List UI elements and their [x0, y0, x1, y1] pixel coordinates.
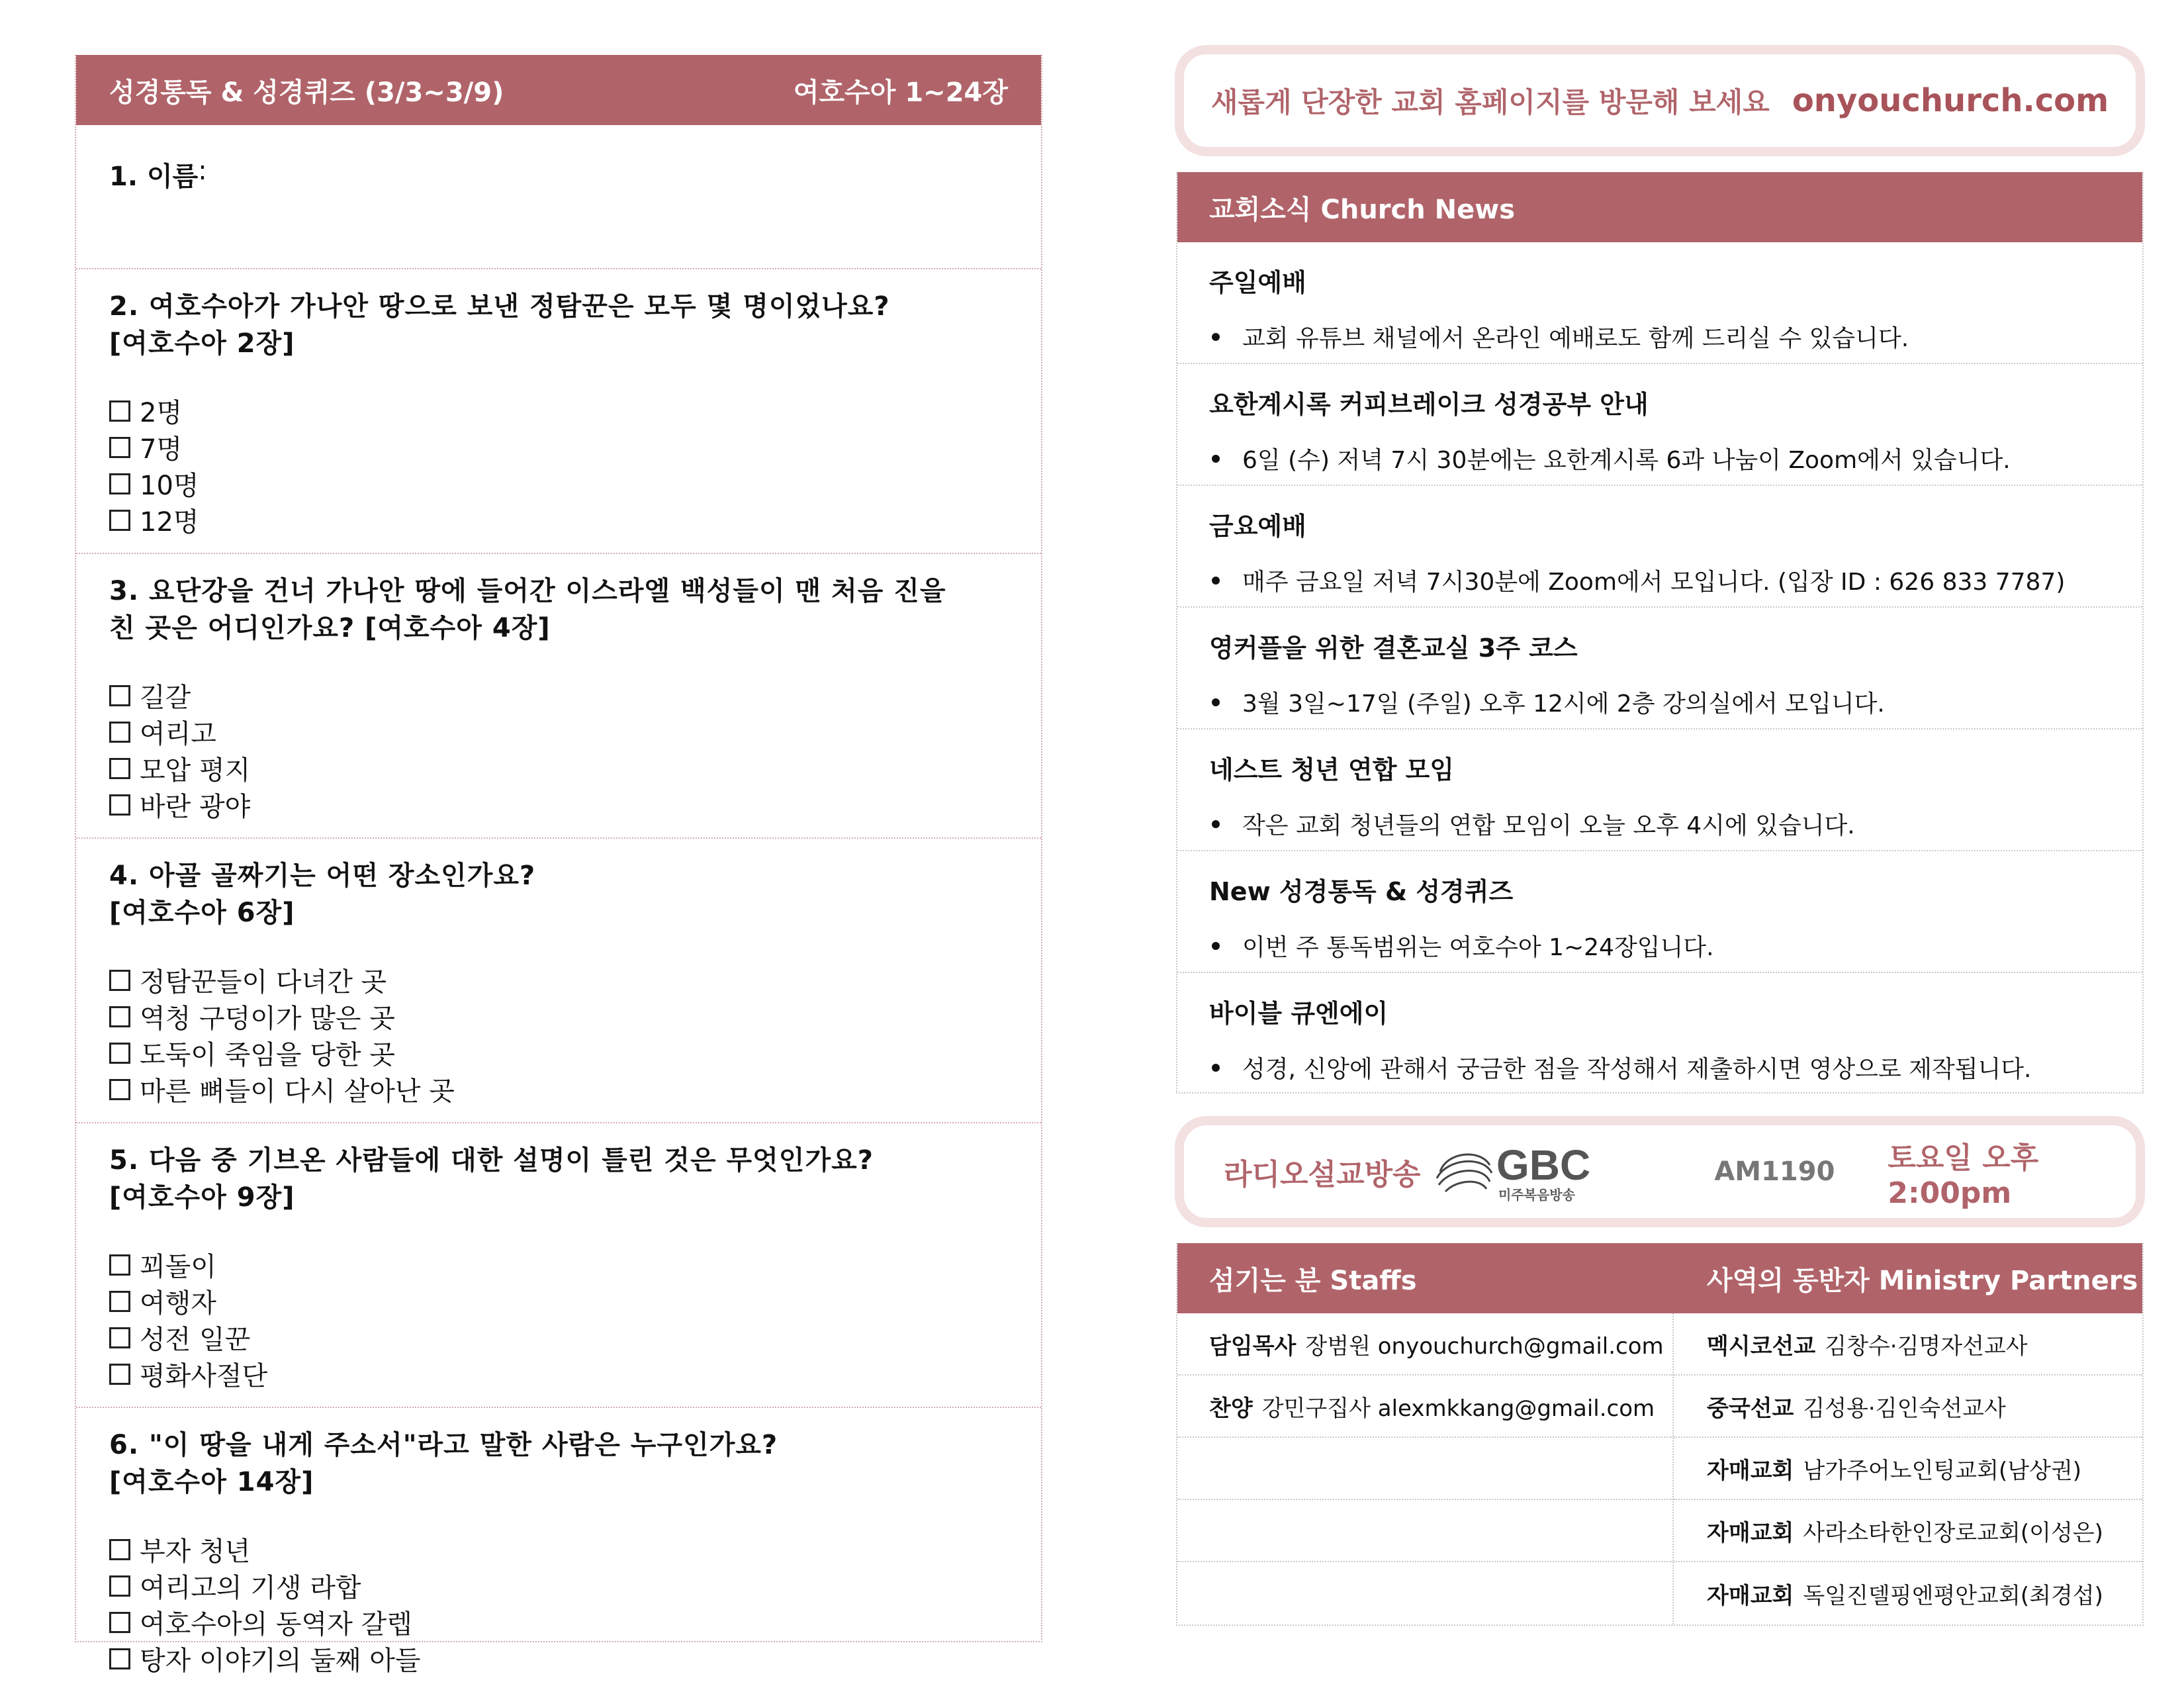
answer-option[interactable] [109, 502, 1008, 538]
answer-option[interactable] [109, 465, 1008, 502]
quiz-question [76, 1123, 1041, 1408]
staff-role: 담임목사 [1209, 1333, 1297, 1360]
checkbox[interactable] [109, 510, 130, 531]
answer-options [109, 677, 1008, 823]
quiz-question [76, 1408, 1041, 1688]
checkbox[interactable] [109, 437, 130, 458]
checkbox[interactable] [109, 1079, 130, 1100]
question-text [109, 1427, 1008, 1501]
question-reference: [여호수아 14장] [109, 1467, 314, 1497]
option-label: 길갈 [140, 682, 191, 713]
question-line: 6. "이 땅을 내게 주소서"라고 말한 사람은 누구인가요? [109, 1430, 778, 1460]
checkbox[interactable] [109, 1648, 130, 1669]
answer-option[interactable] [109, 962, 1008, 998]
checkbox[interactable] [109, 1575, 130, 1597]
question-reference: [여호수아 6장] [109, 898, 295, 928]
gbc-globe-icon [1427, 1139, 1705, 1205]
staff-panel [1176, 1243, 2144, 1626]
partner-info: 김성용·김인숙선교사 [1803, 1395, 2006, 1422]
quiz-range: 여호수아 1~24장 [793, 77, 1008, 108]
news-title: 네스트 청년 연합 모임 [1209, 755, 1455, 784]
answer-options [109, 1531, 1008, 1677]
answer-option[interactable] [109, 1035, 1008, 1071]
bullet-icon [1212, 333, 1220, 341]
checkbox[interactable] [109, 473, 130, 494]
option-label: 12명 [140, 507, 199, 538]
partner-info: 독일진델핑엔평안교회(최경섭) [1803, 1582, 2103, 1609]
answer-options [109, 393, 1008, 538]
question-line: 5. 다음 중 기브온 사람들에 대한 설명이 틀린 것은 무엇인가요? [109, 1145, 874, 1176]
news-item [1177, 242, 2142, 364]
quiz-question [76, 269, 1041, 554]
partner-role: 자매교회 [1707, 1519, 1794, 1546]
answer-option[interactable] [109, 1283, 1008, 1319]
option-label: 평화사절단 [140, 1361, 268, 1391]
news-text: 교회 유튜브 채널에서 온라인 예배로도 함께 드리실 수 있습니다. [1242, 325, 1909, 352]
quiz-title: 성경통독 & 성경퀴즈 (3/3~3/9) [109, 77, 504, 108]
radio-frequency: AM1190 [1714, 1156, 1835, 1187]
option-label: 정탐꾼들이 다녀간 곳 [140, 967, 387, 998]
option-label: 탕자 이야기의 둘째 아들 [140, 1646, 421, 1676]
option-label: 모압 평지 [140, 755, 251, 786]
gbc-logo-subtext: 미주복음방송 [1498, 1187, 1576, 1203]
staff-row [1177, 1562, 1672, 1624]
answer-option[interactable] [109, 1568, 1008, 1604]
bullet-icon [1212, 455, 1220, 463]
news-body [1209, 929, 2111, 962]
option-label: 꾀돌이 [140, 1252, 216, 1282]
partner-role: 멕시코선교 [1707, 1333, 1816, 1360]
quiz-question [76, 839, 1041, 1123]
option-label: 바란 광야 [140, 792, 251, 822]
answer-option[interactable] [109, 1356, 1008, 1392]
news-body [1209, 807, 2111, 841]
question-line: 3. 요단강을 건너 가나안 땅에 들어간 이스라엘 백성들이 맨 처음 진을 [109, 576, 946, 606]
news-body [1209, 1051, 2111, 1084]
partner-info: 사라소타한인장로교회(이성은) [1803, 1519, 2103, 1546]
staff-role: 찬양 [1209, 1395, 1253, 1422]
news-item [1177, 364, 2142, 486]
answer-option[interactable] [109, 714, 1008, 750]
staff-header [1177, 1243, 2142, 1313]
news-title: 요한계시록 커피브레이크 성경공부 안내 [1209, 390, 1649, 419]
checkbox[interactable] [109, 1364, 130, 1385]
news-header: 교회소식 Church News [1177, 172, 2142, 242]
gbc-logo [1427, 1139, 1835, 1205]
option-label: 2명 [140, 398, 183, 428]
partners-column [1674, 1313, 2142, 1624]
radio-label: 라디오설교방송 [1224, 1158, 1421, 1192]
news-text: 작은 교회 청년들의 연합 모임이 오늘 오후 4시에 있습니다. [1242, 812, 1855, 839]
checkbox[interactable] [109, 1254, 130, 1276]
answer-option[interactable] [109, 1604, 1008, 1640]
staff-row [1177, 1438, 1672, 1500]
staff-row [1177, 1376, 1672, 1438]
checkbox[interactable] [109, 794, 130, 816]
bullet-icon [1212, 1064, 1220, 1072]
bible-quiz-panel [75, 55, 1042, 1676]
answer-option[interactable] [109, 998, 1008, 1035]
news-body [1209, 442, 2111, 475]
news-item [1177, 851, 2142, 973]
name-field-row [76, 125, 1041, 269]
gbc-logo-text: GBC [1496, 1141, 1591, 1189]
name-label: 1. 이름 [109, 162, 199, 192]
news-text: 매주 금요일 저녁 7시30분에 Zoom에서 모입니다. (입장 ID : 626 833 7787) [1242, 569, 2066, 596]
checkbox[interactable] [109, 1327, 130, 1348]
news-text: 성경, 신앙에 관해서 궁금한 점을 작성해서 제출하시면 영상으로 제작됩니다. [1242, 1056, 2032, 1083]
partner-row [1674, 1438, 2142, 1500]
answer-option[interactable] [109, 393, 1008, 429]
radio-broadcast-banner [1175, 1116, 2145, 1227]
option-label: 여리고의 기생 라합 [140, 1573, 361, 1603]
checkbox[interactable] [109, 1006, 130, 1027]
answer-option[interactable] [109, 1640, 1008, 1677]
partner-row [1674, 1376, 2142, 1438]
homepage-link[interactable]: onyouchurch.com [1792, 82, 2109, 119]
question-line: 2. 여호수아가 가나안 땅으로 보낸 정탐꾼은 모두 몇 명이었나요? [109, 291, 890, 322]
news-title: 주일예배 [1209, 268, 1306, 297]
question-text [109, 288, 1008, 362]
bullet-icon [1212, 698, 1220, 706]
answer-options [109, 962, 1008, 1107]
news-title: 금요예배 [1209, 512, 1306, 541]
partners-heading: 사역의 동반자 Ministry Partners [1707, 1265, 2138, 1296]
radio-time: 토요일 오후 2:00pm [1888, 1141, 2039, 1210]
news-item [1177, 973, 2142, 1095]
staffs-column [1177, 1313, 1674, 1624]
homepage-banner [1175, 45, 2145, 156]
news-title: New 성경통독 & 성경퀴즈 [1209, 877, 1514, 906]
answer-option[interactable] [109, 1531, 1008, 1568]
bullet-icon [1212, 820, 1220, 828]
answer-option[interactable] [109, 1246, 1008, 1283]
partner-role: 중국선교 [1707, 1395, 1794, 1422]
partner-role: 자매교회 [1707, 1457, 1794, 1484]
option-label: 10명 [140, 471, 199, 501]
question-reference: [여호수아 2장] [109, 328, 295, 359]
news-text: 6일 (수) 저녁 7시 30분에는 요한계시록 6과 나눔이 Zoom에서 있습니다. [1242, 447, 2011, 474]
staff-info: 강민구집사 alexmkkang@gmail.com [1261, 1395, 1655, 1422]
partner-row [1674, 1500, 2142, 1562]
question-line: 4. 아골 골짜기는 어떤 장소인가요? [109, 861, 536, 891]
checkbox[interactable] [109, 758, 130, 779]
option-label: 성전 일꾼 [140, 1325, 251, 1355]
staffs-heading: 섬기는 분 Staffs [1209, 1265, 1417, 1296]
question-reference: 친 곳은 어디인가요? [여호수아 4장] [109, 613, 551, 643]
question-text [109, 573, 1008, 647]
checkbox[interactable] [109, 970, 130, 991]
checkbox[interactable] [109, 400, 130, 422]
news-body [1209, 685, 2111, 719]
answer-option[interactable] [109, 1071, 1008, 1107]
checkbox[interactable] [109, 1612, 130, 1633]
checkbox[interactable] [109, 1043, 130, 1064]
answer-option[interactable] [109, 750, 1008, 786]
news-body [1209, 563, 2111, 597]
news-title: 영커플을 위한 결혼교실 3주 코스 [1209, 633, 1578, 663]
news-body [1209, 320, 2111, 353]
option-label: 7명 [140, 434, 183, 465]
staff-row [1177, 1313, 1672, 1376]
checkbox[interactable] [109, 1291, 130, 1312]
option-label: 여호수아의 동역자 갈렙 [140, 1609, 412, 1640]
question-text [109, 857, 1008, 931]
partner-info: 남가주어노인팅교회(남상권) [1803, 1457, 2082, 1484]
answer-option[interactable] [109, 1319, 1008, 1356]
answer-option[interactable] [109, 429, 1008, 465]
news-item [1177, 486, 2142, 608]
news-text: 이번 주 통독범위는 여호수아 1~24장입니다. [1242, 934, 1714, 961]
answer-options [109, 1246, 1008, 1392]
checkbox[interactable] [109, 1539, 130, 1560]
news-text: 3월 3일~17일 (주일) 오후 12시에 2층 강의실에서 모입니다. [1242, 690, 1885, 718]
checkbox[interactable] [109, 722, 130, 743]
option-label: 여행자 [140, 1288, 216, 1319]
staff-table [1177, 1313, 2142, 1624]
partner-role: 자매교회 [1707, 1582, 1794, 1609]
staff-info: 장범원 onyouchurch@gmail.com [1305, 1333, 1664, 1360]
news-title: 바이블 큐엔에이 [1209, 999, 1388, 1028]
answer-option[interactable] [109, 677, 1008, 714]
option-label: 역청 구덩이가 많은 곳 [140, 1004, 395, 1034]
name-colon: : [198, 156, 207, 186]
quiz-header [76, 55, 1041, 125]
quiz-question [76, 554, 1041, 839]
question-reference: [여호수아 9장] [109, 1182, 295, 1213]
banner-text: 새롭게 단장한 교회 홈페이지를 방문해 보세요 [1210, 86, 1770, 118]
news-item [1177, 729, 2142, 851]
staff-row [1177, 1500, 1672, 1562]
option-label: 여리고 [140, 719, 216, 749]
answer-option[interactable] [109, 786, 1008, 823]
partner-info: 김창수·김명자선교사 [1825, 1333, 2028, 1360]
bullet-icon [1212, 942, 1220, 950]
bullet-icon [1212, 577, 1220, 585]
option-label: 도둑이 죽임을 당한 곳 [140, 1040, 395, 1070]
question-text [109, 1142, 1008, 1216]
partner-row [1674, 1313, 2142, 1376]
partner-row [1674, 1562, 2142, 1624]
church-news-panel [1176, 172, 2144, 1094]
news-item [1177, 608, 2142, 729]
option-label: 마른 뼈들이 다시 살아난 곳 [140, 1076, 455, 1107]
option-label: 부자 청년 [140, 1536, 251, 1567]
checkbox[interactable] [109, 685, 130, 706]
